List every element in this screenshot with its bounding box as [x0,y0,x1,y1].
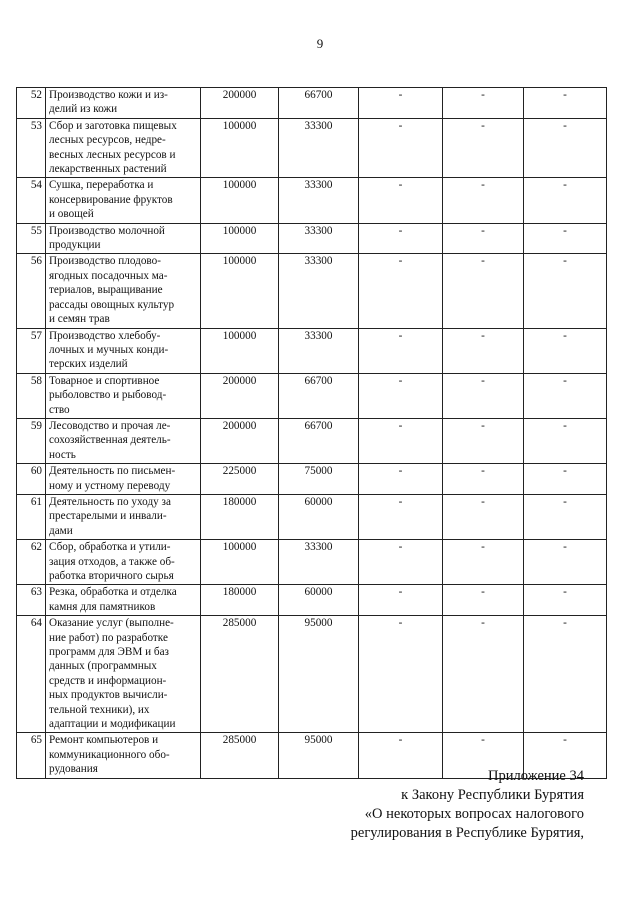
empty-cell-7: - [524,223,607,254]
empty-cell-7: - [524,585,607,616]
empty-cell-6: - [443,223,524,254]
empty-cell-6: - [443,616,524,733]
activity-name: Резка, обработка и отделка камня для памятников [46,585,201,616]
data-table [16,87,607,779]
empty-cell-6: - [443,118,524,178]
empty-cell-5: - [359,118,443,178]
table-row [17,328,607,373]
row-number: 64 [17,616,46,733]
empty-cell-7: - [524,540,607,585]
appendix-note [351,767,584,843]
empty-cell-5: - [359,88,443,119]
income-value: 180000 [201,585,279,616]
activity-name: Ремонт компьютеров и коммуникационного обо- рудования [46,733,201,778]
income-value: 200000 [201,88,279,119]
row-number: 59 [17,418,46,463]
table-row [17,418,607,463]
income-value: 285000 [201,616,279,733]
table-body [17,88,607,779]
row-number: 57 [17,328,46,373]
table-row [17,118,607,178]
appendix-law-title-2: регулирования в Республике Бурятия, [350,825,584,841]
row-number: 65 [17,733,46,778]
empty-cell-5: - [359,733,443,778]
tax-value: 66700 [279,88,359,119]
activity-name: Сбор и заготовка пищевых лесных ресурсов, недре- весных лесных ресурсов и лекарственных растений [46,118,201,178]
empty-cell-6: - [443,494,524,539]
empty-cell-5: - [359,585,443,616]
income-value: 100000 [201,540,279,585]
activity-name: Лесоводство и прочая ле- сохозяйственная деятель- ность [46,418,201,463]
empty-cell-7: - [524,328,607,373]
empty-cell-5: - [359,616,443,733]
empty-cell-7: - [524,178,607,223]
row-number: 62 [17,540,46,585]
appendix-title: Приложение 34 [488,768,584,784]
income-value: 100000 [201,223,279,254]
empty-cell-7: - [524,254,607,328]
page-number: 9 [316,36,324,51]
income-value: 225000 [201,464,279,495]
row-number: 53 [17,118,46,178]
income-value: 100000 [201,328,279,373]
tax-value: 33300 [279,328,359,373]
table-row [17,373,607,418]
row-number: 63 [17,585,46,616]
empty-cell-7: - [524,733,607,778]
empty-cell-5: - [359,540,443,585]
tax-value: 66700 [279,373,359,418]
row-number: 58 [17,373,46,418]
table-row [17,223,607,254]
table-row [17,585,607,616]
tax-value: 95000 [279,733,359,778]
table-row [17,540,607,585]
activity-name: Производство кожи и из- делий из кожи [46,88,201,119]
empty-cell-7: - [524,616,607,733]
empty-cell-6: - [443,178,524,223]
tax-value: 66700 [279,418,359,463]
empty-cell-7: - [524,88,607,119]
income-value: 200000 [201,373,279,418]
empty-cell-6: - [443,373,524,418]
activity-name: Сбор, обработка и утили- зация отходов, а также об- работка вторичного сырья [46,540,201,585]
empty-cell-5: - [359,373,443,418]
tax-value: 60000 [279,585,359,616]
income-value: 100000 [201,118,279,178]
row-number: 56 [17,254,46,328]
income-value: 200000 [201,418,279,463]
empty-cell-6: - [443,733,524,778]
row-number: 54 [17,178,46,223]
activity-name: Производство хлебобу- лочных и мучных конди- терских изделий [46,328,201,373]
activity-name: Деятельность по уходу за престарелыми и инвали- дами [46,494,201,539]
empty-cell-7: - [524,494,607,539]
empty-cell-6: - [443,540,524,585]
empty-cell-6: - [443,254,524,328]
empty-cell-7: - [524,464,607,495]
empty-cell-6: - [443,418,524,463]
empty-cell-6: - [443,88,524,119]
table-row [17,178,607,223]
table-row [17,464,607,495]
row-number: 55 [17,223,46,254]
appendix-law-title-1: «О некоторых вопросах налогового [364,806,584,822]
empty-cell-7: - [524,418,607,463]
row-number: 61 [17,494,46,539]
table-row [17,616,607,733]
empty-cell-5: - [359,328,443,373]
tax-value: 60000 [279,494,359,539]
income-value: 180000 [201,494,279,539]
tax-value: 33300 [279,118,359,178]
activity-name: Оказание услуг (выполне- ние работ) по разработке программ для ЭВМ и баз данных (программных средств и информацион- ных продуктов вычисли- тельной техники), их адаптации и модификации [46,616,201,733]
tax-value: 95000 [279,616,359,733]
empty-cell-6: - [443,464,524,495]
tax-value: 33300 [279,540,359,585]
income-value: 100000 [201,254,279,328]
empty-cell-7: - [524,373,607,418]
empty-cell-5: - [359,494,443,539]
table-row [17,254,607,328]
activity-name: Товарное и спортивное рыболовство и рыбовод- ство [46,373,201,418]
activity-name: Производство молочной продукции [46,223,201,254]
empty-cell-5: - [359,254,443,328]
income-value: 100000 [201,178,279,223]
activity-name: Деятельность по письмен- ному и устному переводу [46,464,201,495]
tax-value: 33300 [279,254,359,328]
income-value: 285000 [201,733,279,778]
empty-cell-6: - [443,328,524,373]
empty-cell-5: - [359,464,443,495]
empty-cell-7: - [524,118,607,178]
tax-value: 33300 [279,223,359,254]
table-row [17,494,607,539]
empty-cell-5: - [359,178,443,223]
activity-name: Сушка, переработка и консервирование фруктов и овощей [46,178,201,223]
empty-cell-5: - [359,418,443,463]
activity-name: Производство плодово- ягодных посадочных ма- териалов, выращивание рассады овощных культур и семян трав [46,254,201,328]
appendix-law-ref: к Закону Республики Бурятия [401,787,584,803]
empty-cell-6: - [443,585,524,616]
empty-cell-5: - [359,223,443,254]
tax-value: 75000 [279,464,359,495]
row-number: 52 [17,88,46,119]
row-number: 60 [17,464,46,495]
table-row [17,88,607,119]
tax-value: 33300 [279,178,359,223]
